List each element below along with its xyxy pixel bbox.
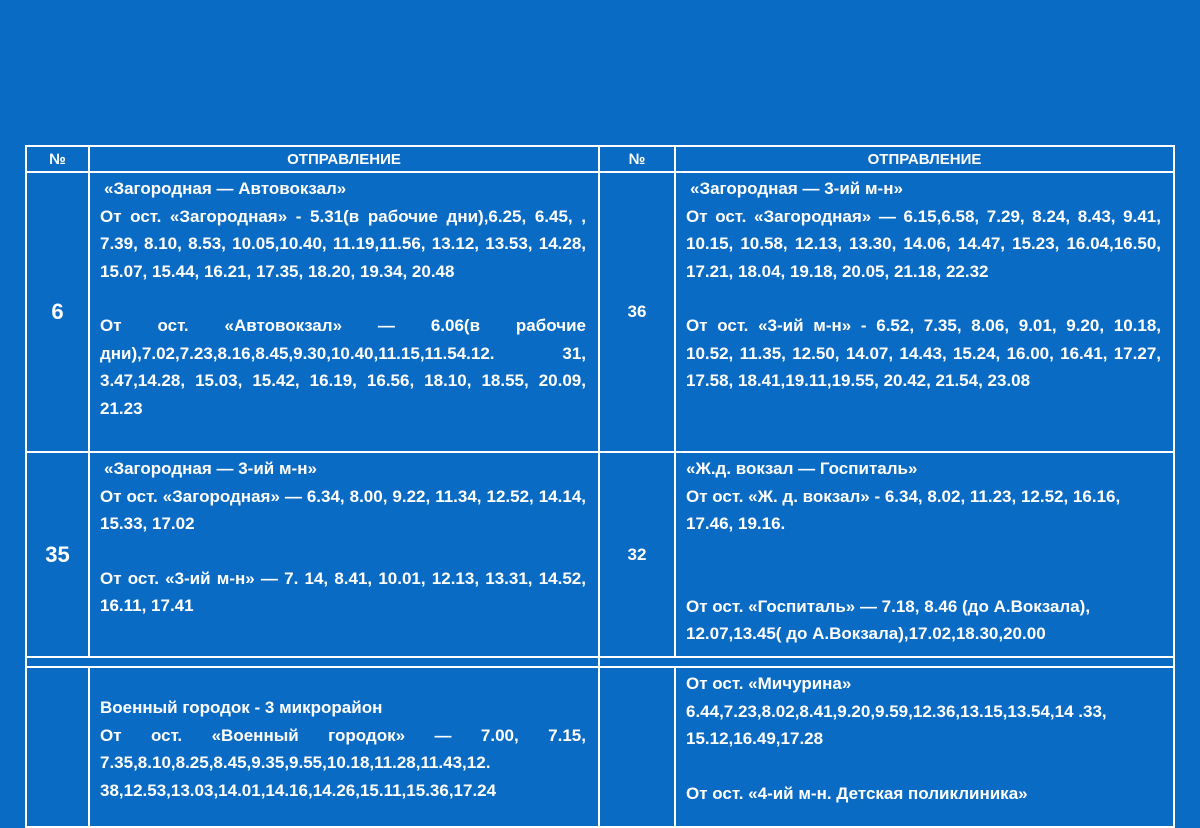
route-number	[599, 667, 675, 827]
departure-times: От ост. «Военный городок» — 7.00, 7.15, 7.35,8.10,8.25,8.45,9.35,9.55,10.18,11.28,11.43,12. 38,12.53,13.03,14.01,14.16,14.26,15.11,15.36,17.24	[100, 725, 586, 800]
route-title: От ост. «Мичурина»	[686, 674, 852, 693]
route-title: «Загородная — 3-ий м-н»	[690, 179, 903, 198]
route-schedule	[89, 172, 599, 452]
departure-times: От ост. «Загородная» - 5.31(в рабочие дни),6.25, 6.45, , 7.39, 8.10, 8.53, 10.05,10.40, 11.19,11.56, 13.12, 13.53, 14.28, 15.07, 15.44, 16.21, 17.35, 18.20, 19.34, 20.48	[100, 206, 586, 281]
return-times: От ост. «4-ий м-н. Детская поликлиника»	[686, 783, 1028, 803]
departure-times: 6.44,7.23,8.02,8.41,9.20,9.59,12.36,13.15,13.54,14 .33, 15.12,16.49,17.28	[686, 701, 1107, 748]
header-departure: ОТПРАВЛЕНИЕ	[89, 146, 599, 172]
header-number-right: №	[599, 146, 675, 172]
route-schedule	[89, 667, 599, 827]
table-header-row	[26, 146, 1174, 172]
route-title: «Загородная — Автовокзал»	[104, 179, 347, 198]
return-times: От ост. «3-ий м-н» - 6.52, 7.35, 8.06, 9.01, 9.20, 10.18, 10.52, 11.35, 12.50, 14.07, 14.43, 15.24, 16.00, 16.41, 17.27, 17.58, 18.41,19.11,19.55, 20.42, 21.54, 23.08	[686, 316, 1161, 390]
route-title: «Загородная — 3-ий м-н»	[104, 459, 317, 478]
route-title: Военный городок - 3 микрорайон	[100, 698, 383, 717]
departure-times: От ост. «Ж. д. вокзал» - 6.34, 8.02, 11.23, 12.52, 16.16, 17.46, 19.16.	[686, 486, 1121, 533]
table-row	[26, 452, 1174, 657]
header-departure-right: ОТПРАВЛЕНИЕ	[675, 146, 1174, 172]
route-schedule	[675, 667, 1174, 827]
route-schedule	[89, 452, 599, 657]
schedule-table	[25, 145, 1175, 828]
route-schedule	[675, 172, 1174, 452]
route-number: 36	[599, 172, 675, 452]
route-title: «Ж.д. вокзал — Госпиталь»	[686, 459, 918, 478]
return-times: От ост. «3-ий м-н» — 7. 14, 8.41, 10.01, 12.13, 13.31, 14.52, 16.11, 17.41	[100, 568, 586, 615]
table-separator	[26, 657, 1174, 667]
return-times: От ост. «Автовокзал» — 6.06(в рабочие дни),7.02,7.23,8.16,8.45,9.30,10.40,11.15,11.54.12. 31, 3.47,14.28, 15.03, 15.42, 16.19, 16.56, 18.10, 18.55, 20.09, 21.23	[100, 316, 586, 418]
route-schedule	[675, 452, 1174, 657]
route-number: 6	[26, 172, 89, 452]
header-number: №	[26, 146, 89, 172]
return-times: От ост. «Госпиталь» — 7.18, 8.46 (до А.Вокзала), 12.07,13.45( до А.Вокзала),17.02,18.30,20.00	[686, 596, 1091, 643]
departure-times: От ост. «Загородная» — 6.15,6.58, 7.29, 8.24, 8.43, 9.41, 10.15, 10.58, 12.13, 13.30, 14.06, 14.47, 15.23, 16.04,16.50, 17.21, 18.04, 19.18, 20.05, 21.18, 22.32	[686, 206, 1161, 281]
table-row	[26, 667, 1174, 827]
departure-times: От ост. «Загородная» — 6.34, 8.00, 9.22, 11.34, 12.52, 14.14, 15.33, 17.02	[100, 486, 586, 533]
table-row	[26, 172, 1174, 452]
route-number	[26, 667, 89, 827]
route-number: 32	[599, 452, 675, 657]
route-number: 35	[26, 452, 89, 657]
